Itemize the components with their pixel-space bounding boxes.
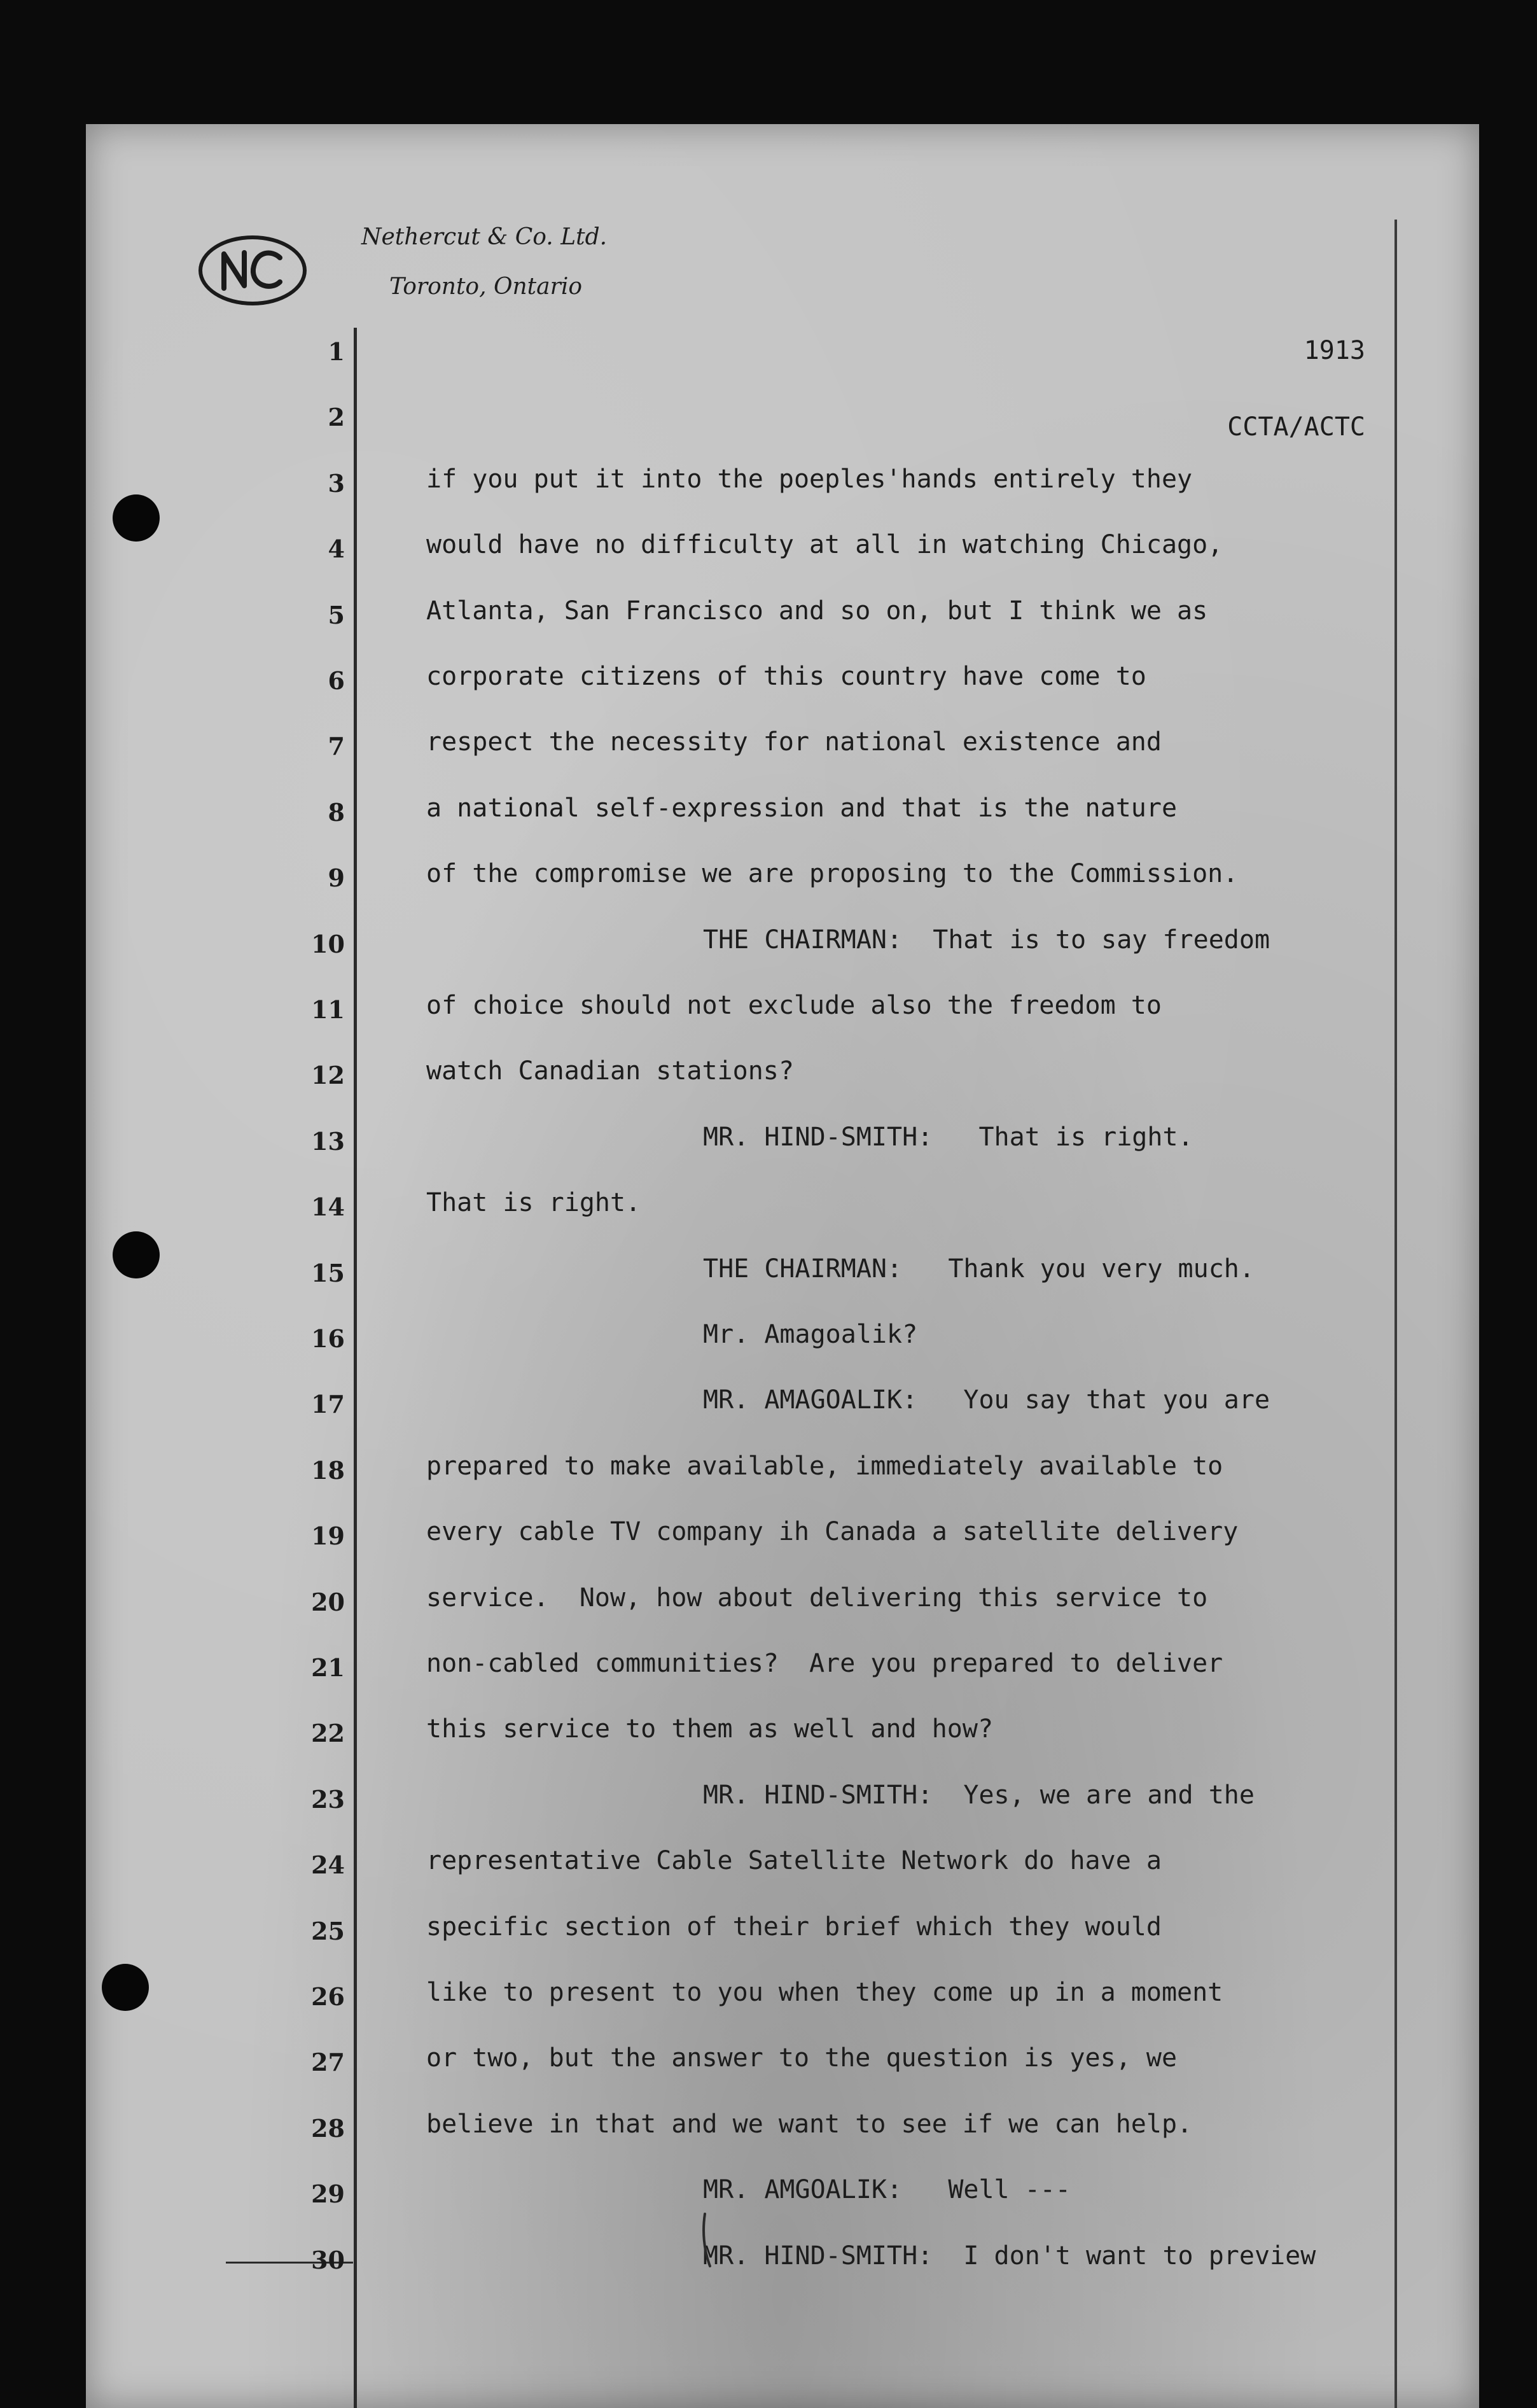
line-number: 28	[311, 2113, 345, 2143]
left-margin-rule	[354, 328, 357, 2408]
transcript-line: respect the necessity for national existence and	[426, 727, 1162, 757]
line-number: 12	[311, 1061, 345, 1090]
transcript-line: of choice should not exclude also the freedom to	[426, 991, 1162, 1020]
line-number: 2	[328, 403, 345, 432]
transcript-line: watch Canadian stations?	[426, 1056, 794, 1086]
speaker-line: MR. HIND-SMITH: I don't want to preview	[703, 2241, 1316, 2271]
transcript-line: of the compromise we are proposing to the Commission.	[426, 859, 1239, 889]
transcript-line: a national self-expression and that is the nature	[426, 793, 1178, 823]
line-number: 25	[311, 1916, 345, 1945]
line-number: 20	[311, 1587, 345, 1616]
line-number: 15	[311, 1258, 345, 1287]
line-number: 27	[311, 2048, 345, 2077]
line-number: 11	[311, 995, 345, 1024]
document-code: CCTA/ACTC	[1227, 412, 1365, 442]
transcript-line: believe in that and we want to see if we can help.	[426, 2109, 1193, 2139]
line-number: 19	[311, 1522, 345, 1551]
nc-monogram-icon	[218, 245, 288, 296]
line-number: 7	[328, 732, 345, 761]
line-number: 22	[311, 1719, 345, 1748]
binder-hole	[113, 1231, 160, 1278]
line-number: 17	[311, 1390, 345, 1419]
transcript-line: representative Cable Satellite Network do have a	[426, 1846, 1162, 1876]
speaker-line: THE CHAIRMAN: Thank you very much.	[703, 1254, 1255, 1284]
transcript-line: like to present to you when they come up in a moment	[426, 1978, 1223, 2007]
line-number: 30	[311, 2245, 345, 2274]
speaker-line: MR. HIND-SMITH: That is right.	[703, 1122, 1193, 1152]
firm-city: Toronto, Ontario	[389, 274, 583, 300]
line-number: 29	[311, 2180, 345, 2209]
transcript-line: if you put it into the poeples'hands entirely they	[426, 464, 1193, 494]
binder-hole	[102, 1964, 149, 2011]
transcript-line: every cable TV company ih Canada a satellite delivery	[426, 1517, 1239, 1547]
line-number: 13	[311, 1126, 345, 1156]
line-number: 14	[311, 1193, 345, 1222]
transcript-line: That is right.	[426, 1188, 641, 1218]
speaker-line: THE CHAIRMAN: That is to say freedom	[703, 925, 1270, 955]
transcript-line: prepared to make available, immediately available to	[426, 1451, 1223, 1481]
line-number: 10	[311, 929, 345, 958]
binder-hole	[113, 494, 160, 542]
line-number: 6	[328, 666, 345, 695]
speaker-line: MR. AMAGOALIK: You say that you are	[703, 1385, 1270, 1415]
speaker-line: Mr. Amagoalik?	[703, 1320, 918, 1349]
transcript-line: service. Now, how about delivering this service to	[426, 1583, 1208, 1613]
line-number: 16	[311, 1324, 345, 1353]
transcript-line: or two, but the answer to the question is yes, we	[426, 2043, 1178, 2073]
firm-name: Nethercut & Co. Ltd.	[361, 224, 608, 250]
speaker-line: MR. AMGOALIK: Well ---	[703, 2175, 1071, 2205]
line-number: 26	[311, 1982, 345, 2011]
pen-mark-icon	[700, 2211, 713, 2269]
transcript-line: corporate citizens of this country have come to	[426, 662, 1146, 691]
transcript-line: specific section of their brief which they would	[426, 1912, 1162, 1942]
transcript-line: would have no difficulty at all in watching Chicago,	[426, 530, 1223, 560]
line-number: 21	[311, 1653, 345, 1682]
transcript-line: non-cabled communities? Are you prepared to deliver	[426, 1649, 1223, 1678]
line-number: 5	[328, 600, 345, 629]
line-number: 18	[311, 1455, 345, 1485]
line-number: 3	[328, 468, 345, 498]
line-number: 8	[328, 797, 345, 827]
line-number: 1	[328, 337, 345, 366]
right-margin-rule	[1394, 220, 1397, 2408]
line-number: 9	[328, 864, 345, 893]
line-number: 24	[311, 1851, 345, 1880]
line-number: 23	[311, 1784, 345, 1814]
line-number: 4	[328, 535, 345, 564]
speaker-line: MR. HIND-SMITH: Yes, we are and the	[703, 1780, 1255, 1810]
transcript-line: Atlanta, San Francisco and so on, but I think we as	[426, 596, 1208, 626]
page-number: 1913	[1304, 336, 1365, 365]
transcript-line: this service to them as well and how?	[426, 1714, 994, 1744]
nc-monogram-logo	[198, 235, 307, 305]
